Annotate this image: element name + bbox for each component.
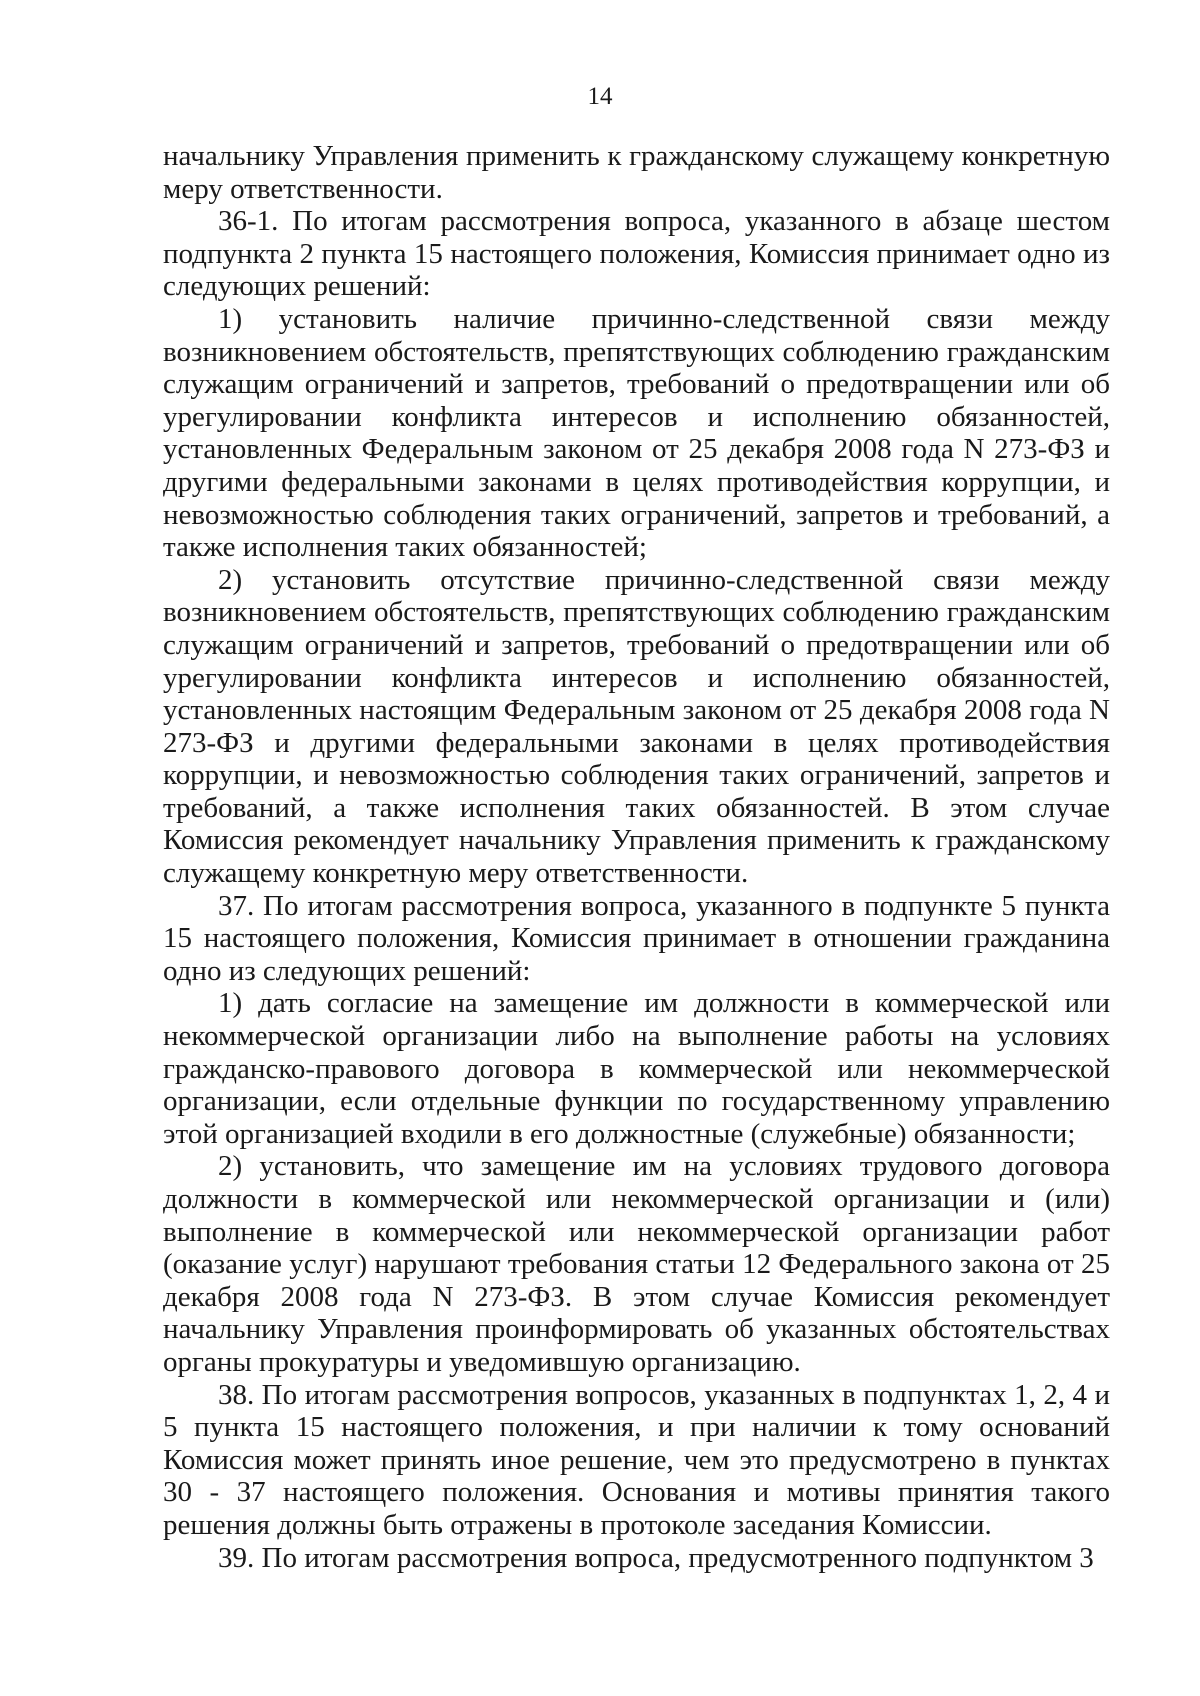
page-number: 14 bbox=[587, 83, 613, 110]
paragraph-39: 39. По итогам рассмотрения вопроса, предусмотренного подпунктом 3 bbox=[218, 1541, 1094, 1574]
paragraph-36-1-item-2: 2) установить отсутствие причинно-следственной связи между возникновением обстоятельств, препятствующих соблюдению гражданским служащим ограничений и запретов, требований о предотвращении или об урегулировании конфликта интересов и исполнению обязанностей, установленных настоящим Федеральным законом от 25 декабря 2008 года N 273-ФЗ и другими федеральными законами в целях противодействия коррупции, и невозможностью соблюдения таких ограничений, запретов и требований, а также исполнения таких обязанностей. В этом случае Комиссия рекомендует начальнику Управления применить к гражданскому служащему конкретную меру ответственности. bbox=[163, 563, 1110, 890]
paragraph-38: 38. По итогам рассмотрения вопросов, указанных в подпунктах 1, 2, 4 и 5 пункта 15 настоящего положения, и при наличии к тому оснований Комиссия может принять иное решение, чем это предусмотрено в пунктах 30 - 37 настоящего положения. Основания и мотивы принятия такого решения должны быть отражены в протоколе заседания Комиссии. bbox=[163, 1378, 1110, 1541]
paragraph-37-item-2: 2) установить, что замещение им на условиях трудового договора должности в коммерческой или некоммерческой организации и (или) выполнение в коммерческой или некоммерческой организации работ (оказание услуг) нарушают требования статьи 12 Федерального закона от 25 декабря 2008 года N 273-ФЗ. В этом случае Комиссия рекомендует начальнику Управления проинформировать об указанных обстоятельствах органы прокуратуры и уведомившую организацию. bbox=[163, 1150, 1110, 1378]
paragraph-36-1-item-1: 1) установить наличие причинно-следственной связи между возникновением обстоятельств, препятствующих соблюдению гражданским служащим ограничений и запретов, требований о предотвращении или об урегулировании конфликта интересов и исполнению обязанностей, установленных Федеральным законом от 25 декабря 2008 года N 273-ФЗ и другими федеральными законами в целях противодействия коррупции, и невозможностью соблюдения таких ограничений, запретов и требований, а также исполнения таких обязанностей; bbox=[163, 302, 1110, 564]
paragraph-37-item-1: 1) дать согласие на замещение им должности в коммерческой или некоммерческой организации либо на выполнение работы на условиях гражданско-правового договора в коммерческой или некоммерческой организации, если отдельные функции по государственному управлению этой организацией входили в его должностные (служебные) обязанности; bbox=[163, 987, 1110, 1150]
paragraph-36-1: 36-1. По итогам рассмотрения вопроса, указанного в абзаце шестом подпункта 2 пункта 15 настоящего положения, Комиссия принимает одно из следующих решений: bbox=[163, 205, 1110, 303]
paragraph-37: 37. По итогам рассмотрения вопроса, указанного в подпункте 5 пункта 15 настоящего положения, Комиссия принимает в отношении гражданина одно из следующих решений: bbox=[163, 889, 1110, 987]
paragraph-continuation: начальнику Управления применить к гражданскому служащему конкретную меру ответственности. bbox=[163, 140, 1110, 205]
document-body bbox=[163, 140, 1110, 1574]
